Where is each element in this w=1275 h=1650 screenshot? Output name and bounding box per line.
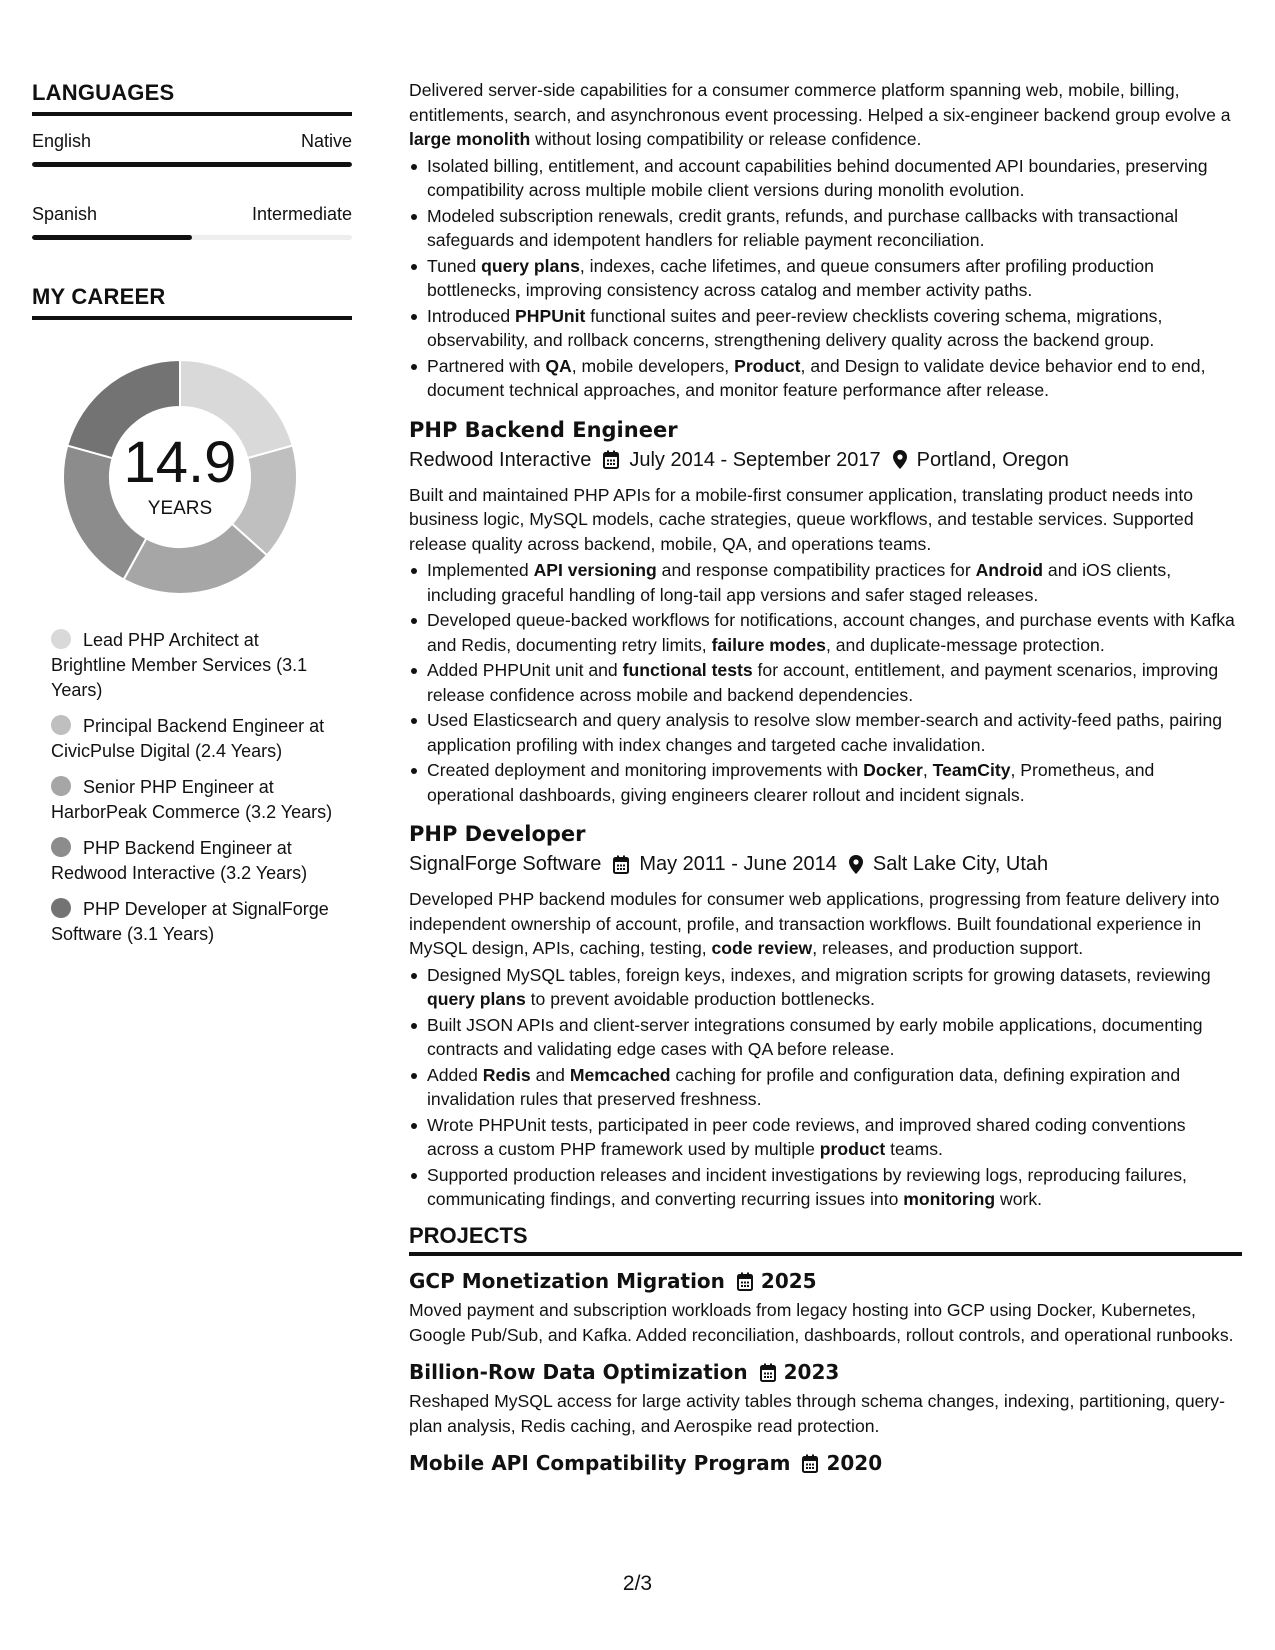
- language-proficiency-bar: [32, 235, 352, 240]
- sidebar: [32, 80, 352, 958]
- page-number: 2/3: [622, 1572, 653, 1595]
- job-bullet: Added Redis and Memcached caching for profile and configuration data, defining expiration and invalidation rules that preserved freshness.: [409, 1063, 1242, 1112]
- project-year: 2025: [760, 1269, 817, 1293]
- language-proficiency-bar: [32, 162, 352, 167]
- legend-label: Principal Backend Engineer at CivicPulse Digital (2.4 Years): [51, 716, 325, 761]
- legend-label: Senior PHP Engineer at HarborPeak Commerce (3.2 Years): [51, 777, 333, 822]
- project-header: [409, 1357, 1242, 1387]
- career-legend-item: [51, 836, 336, 886]
- job-bullets: [409, 963, 1242, 1212]
- project-item: [409, 1357, 1242, 1438]
- main-content: [409, 78, 1242, 1478]
- legend-dot: [51, 715, 71, 735]
- job-bullet: Tuned query plans, indexes, cache lifetimes, and queue consumers after profiling production bottlenecks, improving consistency across catalog and member activity paths.: [409, 254, 1242, 303]
- language-level: Intermediate: [251, 204, 352, 224]
- job-bullet: Added PHPUnit unit and functional tests for account, entitlement, and payment scenarios, improving release confidence across mobile and backend dependencies.: [409, 658, 1242, 707]
- calendar-icon: [613, 855, 629, 874]
- map-pin-icon: [849, 855, 863, 874]
- job-company: Redwood Interactive: [409, 448, 592, 471]
- job-summary: Delivered server-side capabilities for a consumer commerce platform spanning web, mobile, billing, entitlements, search, and asynchronous event processing. Helped a six-engineer backend group evolve a large monolith without losing compatibility or release confidence.: [409, 80, 1231, 149]
- job-bullet: Used Elasticsearch and query analysis to resolve slow member-search and activity-feed paths, pairing application profiling with index changes and targeted cache invalidation.: [409, 708, 1242, 757]
- job-bullet: Built JSON APIs and client-server integrations consumed by early mobile applications, documenting contracts and validating edge cases with QA before release.: [409, 1013, 1242, 1062]
- legend-dot: [51, 837, 71, 857]
- language-proficiency-fill: [32, 162, 352, 167]
- job-meta: [409, 445, 1242, 475]
- career-donut-chart: [55, 352, 305, 602]
- calendar-icon: [760, 1363, 776, 1382]
- language-name: Spanish: [32, 204, 98, 224]
- calendar-icon: [603, 450, 619, 469]
- job-bullet: Supported production releases and incident investigations by reviewing logs, reproducing failures, communicating findings, and converting recurring issues into monitoring work.: [409, 1163, 1242, 1212]
- language-item: [32, 130, 352, 167]
- job-bullet: Developed queue-backed workflows for notifications, account changes, and purchase events with Kafka and Redis, documenting retry limits, failure modes, and duplicate-message protection.: [409, 608, 1242, 657]
- job-meta: [409, 849, 1242, 879]
- job-bullet: Introduced PHPUnit functional suites and peer-review checklists covering schema, migrations, observability, and rollback concerns, strengthening delivery quality across the backend group.: [409, 304, 1242, 353]
- job-bullet: Implemented API versioning and response compatibility practices for Android and iOS clients, including graceful handling of long-tail app versions and safer staged releases.: [409, 558, 1242, 607]
- job-bullet: Wrote PHPUnit tests, participated in peer code reviews, and improved shared coding conventions across a custom PHP framework used by multiple product teams.: [409, 1113, 1242, 1162]
- legend-dot: [51, 898, 71, 918]
- job-summary: Built and maintained PHP APIs for a mobile-first consumer application, translating product needs into business logic, MySQL models, cache strategies, queue workflows, and testable services. Supported release quality across backend, mobile, QA, and operations teams.: [409, 484, 1194, 554]
- projects-title: PROJECTS: [409, 1224, 1242, 1257]
- job-bullet: Designed MySQL tables, foreign keys, indexes, and migration scripts for growing datasets, reviewing query plans to prevent avoidable production bottlenecks.: [409, 963, 1242, 1012]
- language-name: English: [32, 131, 92, 151]
- project-title: GCP Monetization Migration: [409, 1269, 725, 1293]
- language-level: Native: [300, 131, 352, 151]
- calendar-icon: [737, 1272, 753, 1291]
- project-description: Moved payment and subscription workloads from legacy hosting into GCP using Docker, Kubernetes, Google Pub/Sub, and Kafka. Added reconciliation, dashboards, rollout controls, and operational runbooks.: [409, 1300, 1234, 1345]
- job-bullets: [409, 154, 1242, 403]
- job-location: Portland, Oregon: [916, 448, 1069, 471]
- donut-center: [55, 352, 305, 602]
- career-legend-item: [51, 714, 336, 764]
- career-total: 14.9: [123, 430, 237, 495]
- job-bullet: Isolated billing, entitlement, and account capabilities behind documented API boundaries, preserving compatibility across multiple mobile client versions during monolith evolution.: [409, 154, 1242, 203]
- project-title: Mobile API Compatibility Program: [409, 1451, 791, 1475]
- job-bullets: [409, 558, 1242, 807]
- job-summary: Developed PHP backend modules for consumer web applications, progressing from feature delivery into independent ownership of account, profile, and transaction workflows. Built foundational experience in MySQL design, APIs, caching, testing, code review, releases, and production support.: [409, 889, 1220, 958]
- career-legend-item: [51, 897, 336, 947]
- project-header: [409, 1448, 1242, 1478]
- career-legend: [51, 628, 336, 947]
- legend-dot: [51, 629, 71, 649]
- legend-label: PHP Backend Engineer at Redwood Interactive (3.2 Years): [51, 838, 308, 883]
- job-bullet: Partnered with QA, mobile developers, Product, and Design to validate device behavior end to end, document technical approaches, and monitor feature performance after release.: [409, 354, 1242, 403]
- job-bullet: Created deployment and monitoring improvements with Docker, TeamCity, Prometheus, and operational dashboards, giving engineers clearer rollout and incident signals.: [409, 758, 1242, 807]
- job-dates: May 2011 - June 2014: [639, 853, 837, 875]
- project-year: 2023: [783, 1360, 840, 1384]
- legend-label: PHP Developer at SignalForge Software (3.1 Years): [51, 899, 329, 944]
- map-pin-icon: [893, 450, 907, 469]
- legend-dot: [51, 776, 71, 796]
- project-item: [409, 1266, 1242, 1347]
- project-year: 2020: [826, 1451, 883, 1475]
- calendar-icon: [802, 1454, 818, 1473]
- job-location: Salt Lake City, Utah: [872, 853, 1049, 875]
- languages-list: [32, 130, 352, 240]
- language-item: [32, 203, 352, 240]
- project-description: Reshaped MySQL access for large activity tables through schema changes, indexing, partitioning, query-plan analysis, Redis caching, and Aerospike read protection.: [409, 1391, 1225, 1436]
- project-title: Billion-Row Data Optimization: [409, 1360, 748, 1384]
- career-legend-item: [51, 628, 336, 703]
- language-proficiency-fill: [32, 235, 192, 240]
- project-header: [409, 1266, 1242, 1296]
- job-title: PHP Developer: [409, 822, 586, 846]
- languages-title: LANGUAGES: [32, 80, 352, 116]
- career-legend-item: [51, 775, 336, 825]
- career-title: MY CAREER: [32, 284, 352, 320]
- job-title: PHP Backend Engineer: [409, 417, 678, 442]
- job-dates: July 2014 - September 2017: [629, 448, 881, 471]
- project-item: [409, 1448, 1242, 1478]
- legend-label: Lead PHP Architect at Brightline Member Services (3.1 Years): [51, 630, 308, 700]
- job-bullet: Modeled subscription renewals, credit grants, refunds, and purchase callbacks with transactional safeguards and idempotent handlers for reliable payment reconciliation.: [409, 204, 1242, 253]
- job-company: SignalForge Software: [409, 853, 602, 875]
- career-unit: YEARS: [147, 498, 213, 519]
